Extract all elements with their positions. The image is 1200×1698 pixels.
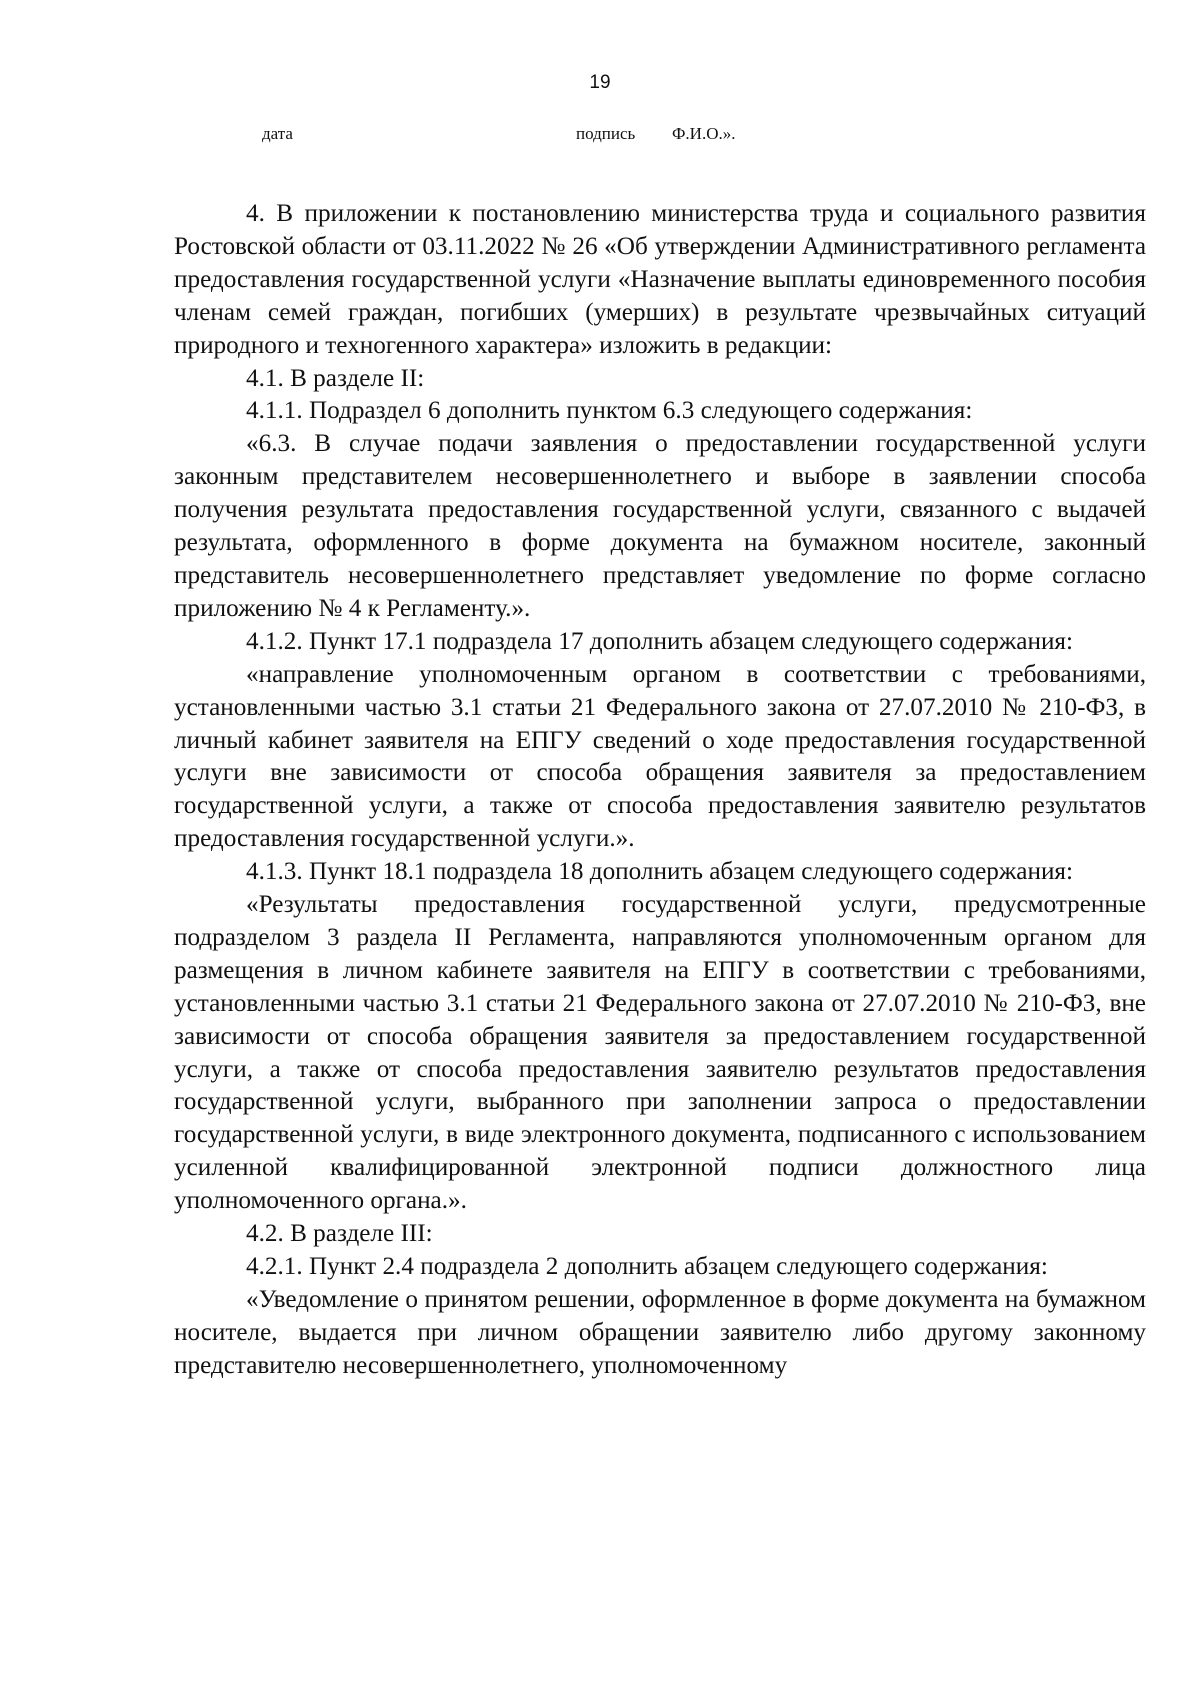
paragraph-2-4-quote: «Уведомление о принятом решении, оформленное в форме документа на бумажном носителе, выдается при личном обращении заявителю либо другому законному представителю несовершеннолетнего, уполномоченному [174, 1285, 1146, 1379]
date-caption: дата [262, 124, 293, 143]
signature-caption: подпись [576, 124, 636, 143]
paragraph-4: 4. В приложении к постановлению министерства труда и социального развития Ростовской области от 03.11.2022 № 26 «Об утверждении Административного регламента предоставления государственной услуги «Назначение выплаты единовременного пособия членам семей граждан, погибших (умерших) в результате чрезвычайных ситуаций природного и техногенного характера» изложить в редакции: [174, 200, 1146, 359]
paragraph-17-1-quote: «направление уполномоченным органом в соответствии с требованиями, установленными частью 3.1 статьи 21 Федерального закона от 27.07.2010 № 210-ФЗ, в личный кабинет заявителя на ЕПГУ сведений о ходе предоставления государственной услуги вне зависимости от способа обращения заявителя за предоставлением государственной услуги, а также от способа предоставления заявителю результатов предоставления государственной услуги.». [174, 660, 1146, 853]
paragraph-4-2: 4.2. В разделе III: [246, 1220, 433, 1248]
paragraph-18-1-quote: «Результаты предоставления государственной услуги, предусмотренные подразделом 3 раздела II Регламента, направляются уполномоченным органом для размещения в личном кабинете заявителя на ЕПГУ в соответствии с требованиями, установленными частью 3.1 статьи 21 Федерального закона от 27.07.2010 № 210-ФЗ, вне зависимости от способа обращения заявителя за предоставлением государственной услуги, а также от способа предоставления заявителю результатов предоставления государственной услуги, выбранного при заполнении запроса о предоставлении государственной услуги, в виде электронного документа, подписанного с использованием усиленной квалифицированной электронной подписи должностного лица уполномоченного органа.». [174, 891, 1146, 1215]
paragraph-4-2-1: 4.2.1. Пункт 2.4 подраздела 2 дополнить абзацем следующего содержания: [246, 1253, 1048, 1280]
full-name-caption: Ф.И.О.». [672, 124, 736, 143]
paragraph-4-1-1: 4.1.1. Подраздел 6 дополнить пунктом 6.3 следующего содержания: [246, 397, 973, 425]
paragraph-4-1: 4.1. В разделе II: [246, 364, 425, 392]
page-number: 19 [589, 72, 611, 93]
document-body [174, 198, 1146, 1383]
paragraph-6-3-quote: «6.3. В случае подачи заявления о предоставлении государственной услуги законным представителем несовершеннолетнего и выборе в заявлении способа получения результата предоставления государственной услуги, связанного с выдачей результата, оформленного в форме документа на бумажном носителе, законный представитель несовершеннолетнего представляет уведомление по форме согласно приложению № 4 к Регламенту.». [174, 430, 1146, 622]
paragraph-4-1-2: 4.1.2. Пункт 17.1 подраздела 17 дополнить абзацем следующего содержания: [246, 627, 1074, 655]
paragraph-4-1-3: 4.1.3. Пункт 18.1 подраздела 18 дополнить абзацем следующего содержания: [246, 858, 1074, 886]
